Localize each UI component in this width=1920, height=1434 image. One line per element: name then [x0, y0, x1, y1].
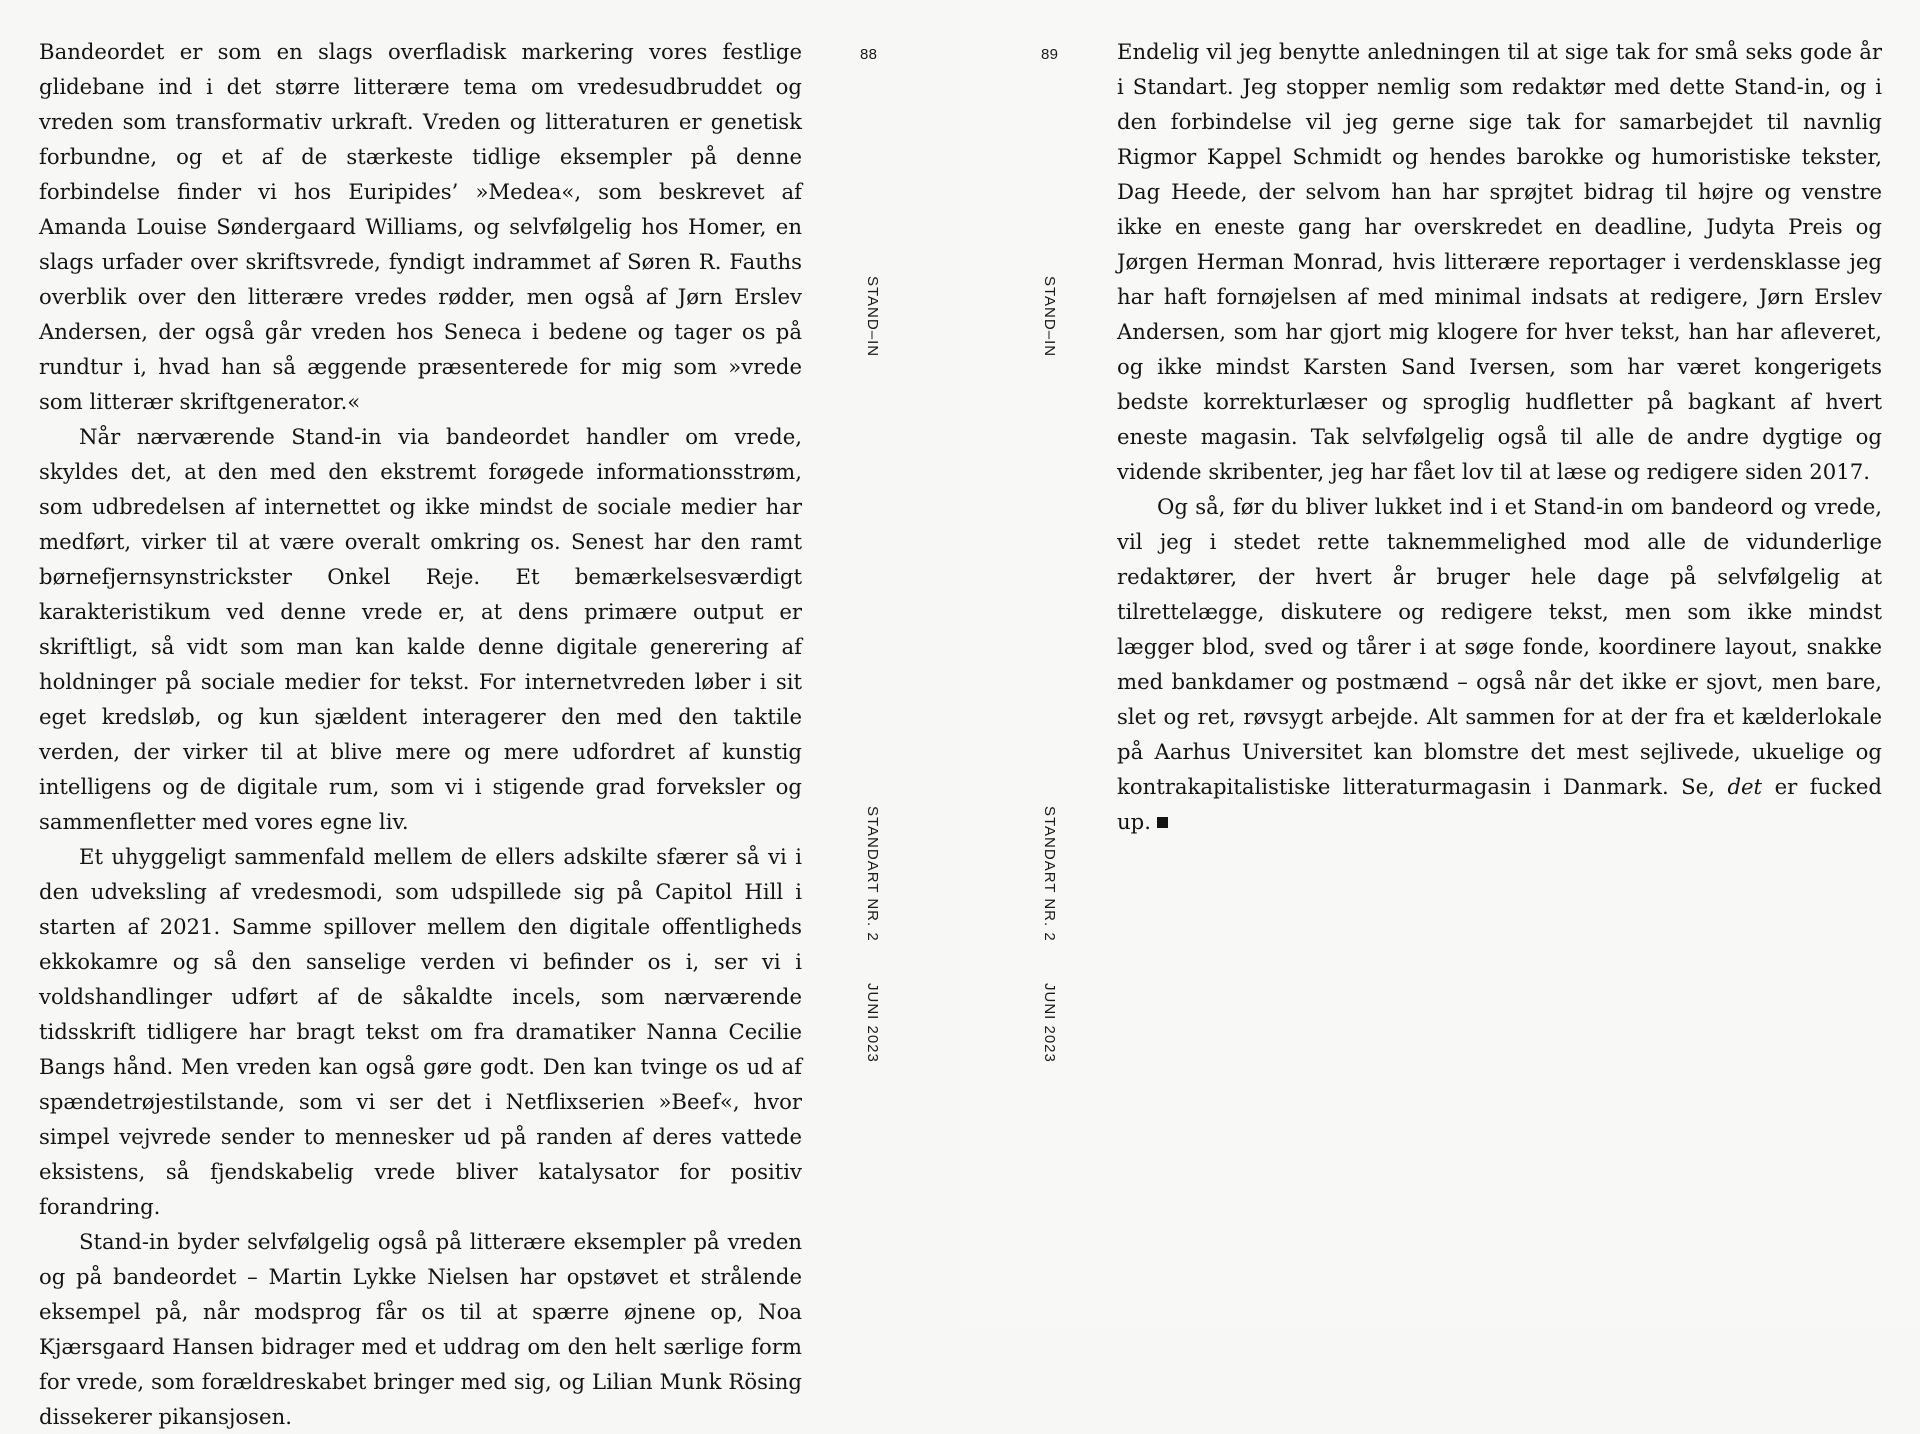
left-running-head-issue: STANDART NR. 2	[864, 806, 881, 942]
right-paragraph-1: Endelig vil jeg benytte anledningen til at sige tak for små seks gode år i Standart. Jeg stopper nemlig som redaktør med dette Stand-in, og i den forbindelse vil jeg gerne sige tak for samarbejdet til navnlig Rigmor Kappel Schmidt og hendes barokke og humoristiske tekster, Dag Heede, der selvom han har sprøjtet bidrag til højre og venstre ikke en eneste gang har overskredet en deadline, Judyta Preis og Jørgen Herman Monrad, hvis litterære reportager i verdensklasse jeg har haft fornøjelsen af med minimal indsats at redigere, Jørn Erslev Andersen, som har gjort mig klogere for hver tekst, han har afleveret, og ikke mindst Karsten Sand Iversen, som har været kongerigets bedste korrekturlæser og sproglig hudfletter på bagkant af hvert eneste magasin. Tak selvfølgelig også til alle de andre dygtige og vidende skribenter, jeg har fået lov til at læse og redigere siden 2017.	[1117, 39, 1882, 484]
left-running-head-section: STAND–IN	[864, 276, 881, 358]
right-running-head-date: JUNI 2023	[1041, 983, 1058, 1063]
closing-tail: er fucked up.	[1117, 774, 1882, 834]
right-paragraph-2	[1117, 489, 1882, 839]
left-running-head-date: JUNI 2023	[864, 983, 881, 1063]
left-paragraph-3: Et uhyggeligt sammenfald mellem de ellers adskilte sfærer så vi i den udveksling af vredesmodi, som udspillede sig på Capitol Hill i starten af 2021. Samme spillover mellem den digitale offentligheds ekkokamre og så den sanselige verden vi befinder os i, ser vi i voldshandlinger udført af de såkaldte incels, som nærværende tidsskrift tidligere har bragt tekst om fra dramatiker Nanna Cecilie Bangs hånd. Men vreden kan også gøre godt. Den kan tvinge os ud af spændetrøjestilstande, som vi ser det i Netflixserien »Beef«, hvor simpel vejvrede sender to mennesker ud på randen af deres vattede eksistens, så fjendskabelig vrede bliver katalysator for positiv forandring.	[39, 844, 802, 1219]
end-mark-icon	[1157, 817, 1168, 828]
right-page-text	[1117, 34, 1882, 839]
right-running-head-issue: STANDART NR. 2	[1041, 806, 1058, 942]
left-page-number: 88	[860, 46, 878, 63]
right-paragraph-2-text: Og så, før du bliver lukket ind i et Stand-in om bandeord og vrede, vil jeg i stedet rette taknemmelighed mod alle de vidunderlige redaktører, der hvert år bruger hele dage på selvfølgelig at tilrettelægge, diskutere og redigere tekst, men som ikke mindst lægger blod, sved og tårer i at søge fonde, koordinere layout, snakke med bankdamer og postmænd – også når det ikke er sjovt, men bare, slet og ret, røvsygt arbejde. Alt sammen for at der fra et kælderlokale på Aarhus Universitet kan blomstre det mest sejlivede, ukuelige og kontrakapitalistiske litteraturmagasin i Danmark. Se,	[1117, 494, 1882, 799]
left-paragraph-2: Når nærværende Stand-in via bandeordet handler om vrede, skyldes det, at den med den ekstremt forøgede informationsstrøm, som udbredelsen af internettet og ikke mindst de sociale medier har medført, virker til at være overalt omkring os. Senest har den ramt børnefjernsynstrickster Onkel Reje. Et bemærkelsesværdigt karakteristikum ved denne vrede er, at dens primære output er skriftligt, så vidt som man kan kalde denne digitale generering af holdninger på sociale medier for tekst. For internetvreden løber i sit eget kredsløb, og kun sjældent interagerer den med den taktile verden, der virker til at blive mere og mere udfordret af kunstig intelligens og de digitale rum, som vi i stigende grad forveksler og sammenfletter med vores egne liv.	[39, 424, 802, 834]
closing-emphasis: det	[1727, 774, 1763, 799]
left-paragraph-1: Bandeordet er som en slags overfladisk markering vores festlige glidebane ind i det større litterære tema om vredesudbruddet og vreden som transformativ urkraft. Vreden og litteraturen er genetisk forbundne, og et af de stærkeste tidlige eksempler på denne forbindelse finder vi hos Euripides’ »Medea«, som beskrevet af Amanda Louise Søndergaard Williams, og selvfølgelig hos Homer, en slags urfader over skriftsvrede, fyndigt indrammet af Søren R. Fauths overblik over den litterære vredes rødder, men også af Jørn Erslev Andersen, der også går vreden hos Seneca i bedene og tager os på rundtur i, hvad han så æggende præsenterede for mig som »vrede som litterær skriftgenerator.«	[39, 39, 802, 414]
left-page-text	[39, 34, 802, 1434]
left-paragraph-4: Stand-in byder selvfølgelig også på litterære eksempler på vreden og på bandeordet – Martin Lykke Nielsen har opstøvet et strålende eksempel på, når modsprog får os til at spærre øjnene op, Noa Kjærsgaard Hansen bidrager med et uddrag om den helt særlige form for vrede, som forældreskabet bringer med sig, og Lilian Munk Rösing dissekerer pikansjosen.	[39, 1229, 802, 1429]
right-running-head-section: STAND–IN	[1041, 276, 1058, 358]
right-page-number: 89	[1041, 46, 1059, 63]
